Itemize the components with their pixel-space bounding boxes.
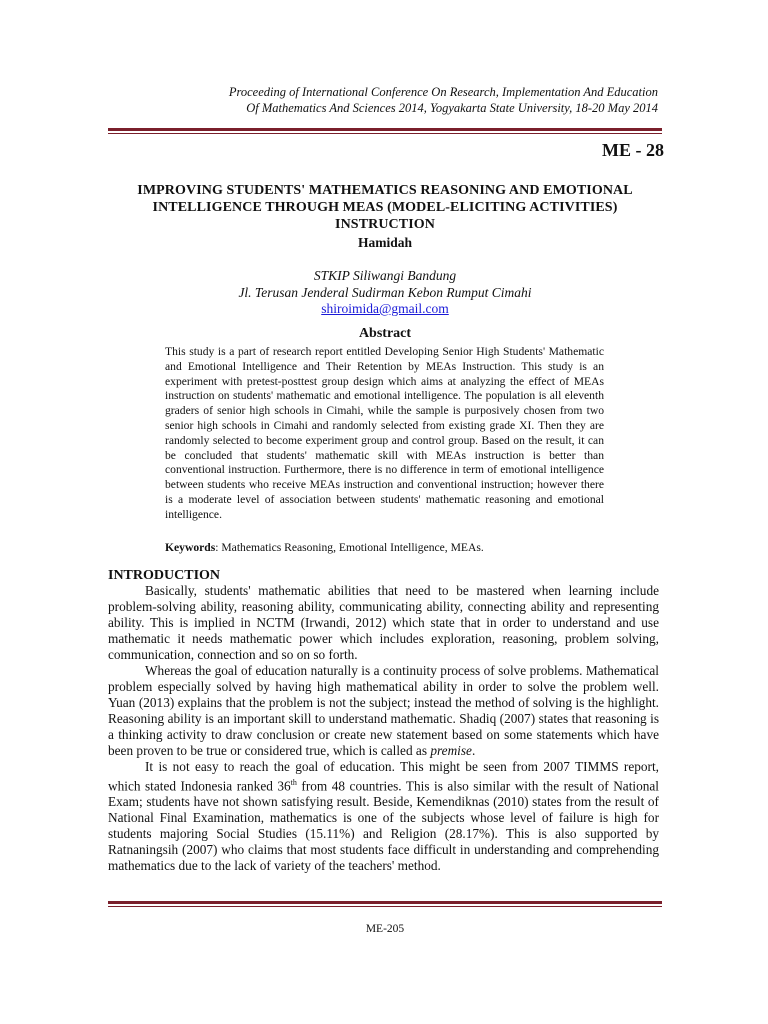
premise-term: premise — [430, 743, 472, 758]
introduction-heading: INTRODUCTION — [108, 568, 221, 583]
keywords-text: : Mathematics Reasoning, Emotional Intelligence, MEAs. — [215, 541, 484, 554]
email-link[interactable]: shiroimida@gmail.com — [321, 301, 449, 316]
introduction-body — [108, 583, 659, 874]
intro-paragraph-1: Basically, students' mathematic abilities that need to be mastered when learning include problem-solving ability, reasoning ability, communicating ability, connecting ability and representing ability. This is implied in NCTM (Irwandi, 2012) which state that in order to understand and use mathematic it needs mathematic power which includes exploration, reasoning, problem solving, communication, connection and so on so forth. — [108, 583, 659, 662]
footer-rule — [108, 901, 662, 907]
intro-paragraph-3: It is not easy to reach the goal of education. This might be seen from 2007 TIMMS report, which stated Indonesia ranked 36th from 48 countries. This is also similar with the result of National Exam; students have not shown satisfying result. Beside, Kemendiknas (2010) states from the result of National Final Examination, mathematics is one of the subjects whose level of failure is high for students majoring Social Studies (15.11%) and Religion (28.17%). This is also supported by Ratnaningsih (2007) who claims that most students face difficult in understanding and comprehending mathematics due to the lack of variety of the teachers' method. — [108, 759, 659, 874]
institution: STKIP Siliwangi Bandung — [313, 268, 457, 283]
address: Jl. Terusan Jenderal Sudirman Kebon Rumput Cimahi — [238, 284, 532, 300]
proceeding-header — [110, 84, 658, 116]
header-line-1: Proceeding of International Conference On Research, Implementation And Education — [228, 85, 658, 99]
abstract-text: This study is a part of research report entitled Developing Senior High Students' Mathematic and Emotional Intelligence and Their Retention by MEAs Instruction. This study is an experiment with pretest-posttest group design which aims at analyzing the effect of MEAs instruction on students' mathematic and emotional intelligence. The population is all eleventh graders of senior high schools in Cimahi, while the sample is purposively chosen from two senior high schools in Cimahi and randomly selected from existing grade XI. Then they are randomly selected to become experiment group and control group. Based on the result, it can be concluded that students' mathematic skill with MEAs instruction is better than conventional instruction. Furthermore, there is no difference in term of emotional intelligence between students who receive MEAs instruction and conventional instruction; however there is a moderate level of association between students' mathematic reasoning and emotional intelligence. — [165, 345, 604, 521]
title-line-3: INSTRUCTION — [335, 217, 435, 232]
paper-code: ME - 28 — [602, 140, 664, 160]
header-line-2: Of Mathematics And Sciences 2014, Yogyakarta State University, 18-20 May 2014 — [246, 101, 658, 115]
keywords — [165, 541, 625, 554]
abstract-heading: Abstract — [358, 326, 412, 341]
paper-title — [108, 182, 662, 233]
affiliation — [108, 268, 662, 318]
ordinal-suffix: th — [290, 778, 297, 787]
intro-paragraph-2: Whereas the goal of education naturally is a continuity process of solve problems. Mathematical problem especially solved by having high mathematical ability in order to solve the problem well. Yuan (2013) explains that the problem is not the subject; instead the method of solving is the highlight. Reasoning ability is an important skill to understand mathematic. Shadiq (2007) states that reasoning is a thinking activity to draw conclusion or create new statement based on some statements which have been proven to be true or considered true, which is called as premise. — [108, 663, 659, 758]
title-line-1: IMPROVING STUDENTS' MATHEMATICS REASONING AND EMOTIONAL — [137, 183, 633, 198]
title-line-2: INTELLIGENCE THROUGH MEAS (MODEL-ELICITING ACTIVITIES) — [152, 200, 618, 215]
author-name: Hamidah — [357, 235, 412, 250]
header-rule — [108, 128, 662, 134]
page-number: ME-205 — [365, 923, 405, 935]
keywords-label: Keywords — [165, 541, 216, 554]
